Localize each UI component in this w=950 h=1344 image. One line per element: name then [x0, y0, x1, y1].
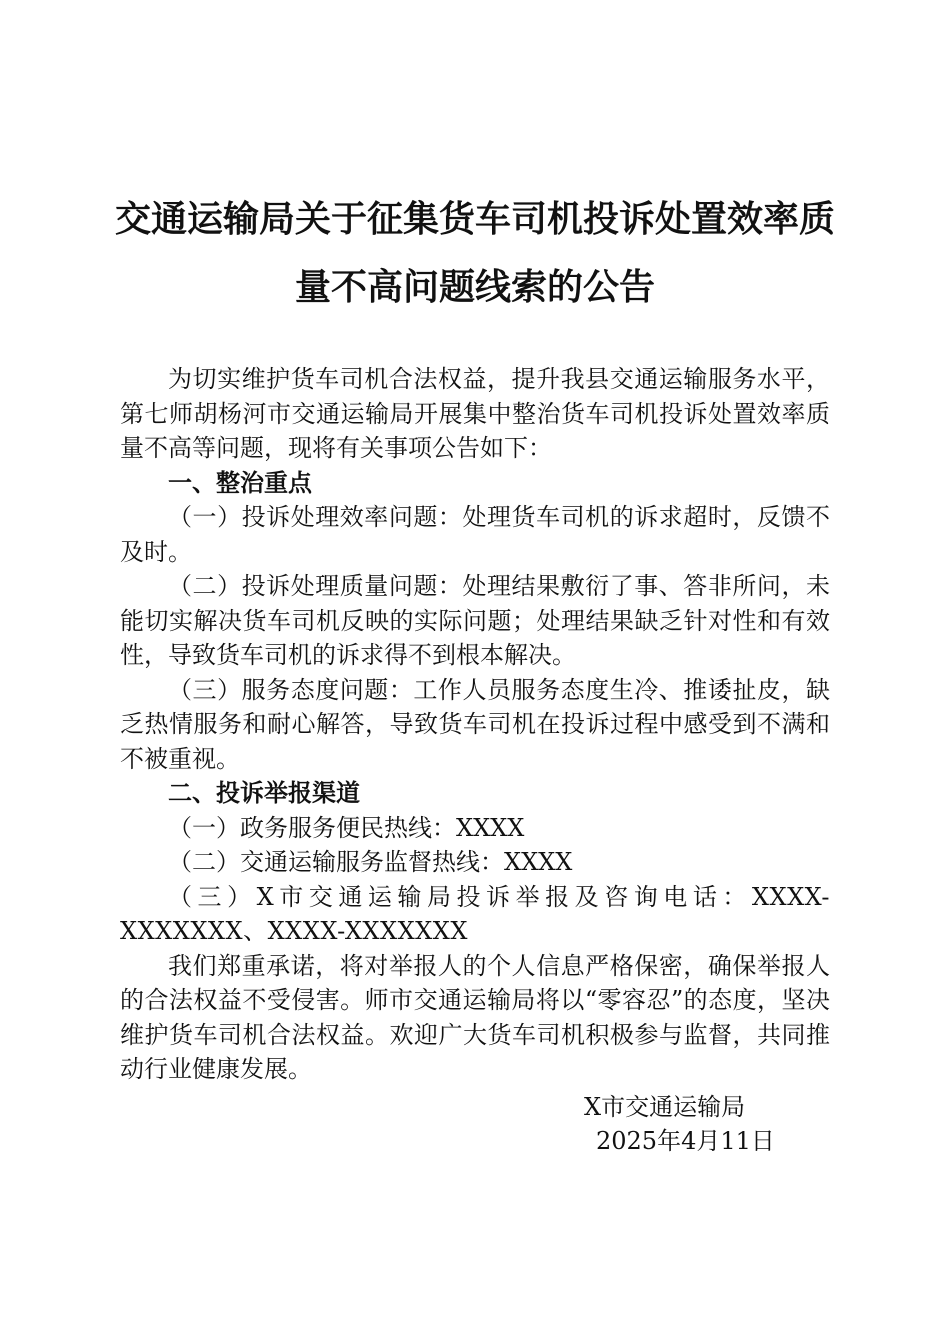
channel-item-supervision-hotline: （二）交通运输服务监督热线：XXXX	[168, 848, 573, 876]
focus-item-attitude: （三）服务态度问题：工作人员服务态度生冷、推诿扯皮，缺乏热情服务和耐心解答，导致货车司机在投诉过程中感受到不满和不被重视。	[120, 675, 830, 773]
signature-organization: X市交通运输局	[584, 1093, 746, 1121]
signature-date: 2025年4月11日	[596, 1127, 775, 1155]
document-title-line-1: 交通运输局关于征集货车司机投诉处置效率质	[114, 199, 835, 240]
closing-paragraph: 我们郑重承诺，将对举报人的个人信息严格保密，确保举报人的合法权益不受侵害。师市交通运输局将以“零容忍”的态度，坚决维护货车司机合法权益。欢迎广大货车司机积极参与监督，共同推动行业健康发展。	[120, 951, 830, 1083]
section-heading-channels: 二、投诉举报渠道	[168, 779, 360, 807]
focus-item-quality: （二）投诉处理质量问题：处理结果敷衍了事、答非所问，未能切实解决货车司机反映的实际问题；处理结果缺乏针对性和有效性，导致货车司机的诉求得不到根本解决。	[120, 572, 830, 669]
intro-paragraph: 为切实维护货车司机合法权益，提升我县交通运输服务水平，第七师胡杨河市交通运输局开展集中整治货车司机投诉处置效率质量不高等问题，现将有关事项公告如下：	[120, 365, 830, 462]
channel-item-gov-hotline: （一）政务服务便民热线：XXXX	[168, 813, 525, 842]
document-title-line-2: 量不高问题线索的公告	[294, 267, 655, 308]
focus-item-efficiency: （一）投诉处理效率问题：处理货车司机的诉求超时，反馈不及时。	[120, 503, 830, 566]
channel-item-bureau-phone: （三）X市交通运输局投诉举报及咨询电话：XXXX-XXXXXXX、XXXX-XXXXXXX	[120, 882, 830, 945]
document-body	[120, 362, 830, 1087]
section-heading-focus: 一、整治重点	[168, 468, 312, 497]
